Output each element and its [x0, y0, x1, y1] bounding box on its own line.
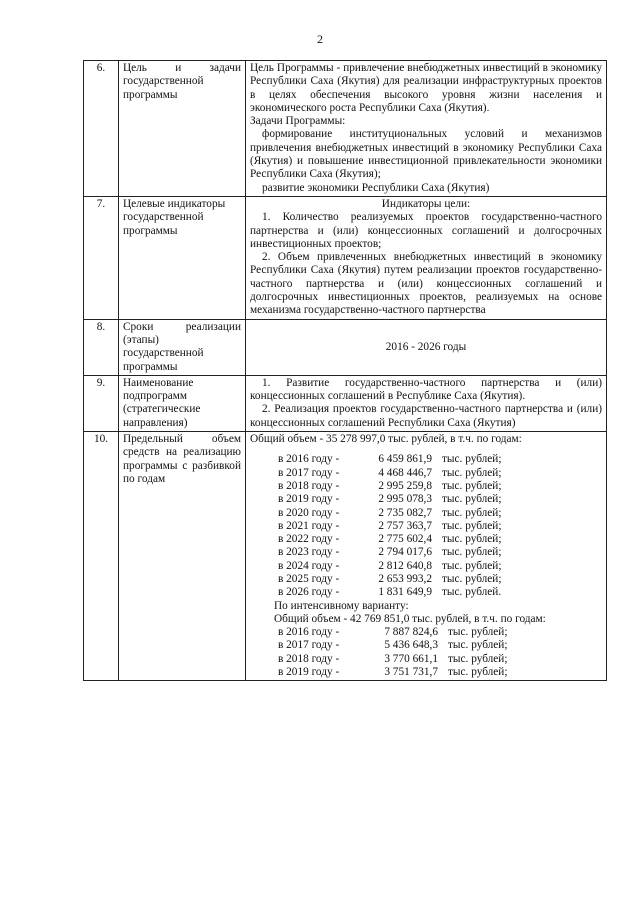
row-label: Наименование подпрограмм (стратегические направления): [119, 375, 246, 431]
year-amount-row: [278, 520, 602, 533]
year-unit: тыс. рублей;: [442, 572, 502, 585]
year-amount-row: [278, 586, 602, 599]
intensive-total-volume: Общий объем - 42 769 851,0 тыс. рублей, в т.ч. по годам:: [274, 612, 546, 625]
indicator-item: 2. Объем привлеченных внебюджетных инвестиций в экономику Республики Саха (Якутия) путем реализации проектов государственно-частного партнерства и (или) концессионных соглашений и долгосрочных инвестиционных проектов, реализуемых на основе механизма государственно-частного партнерства: [250, 251, 602, 317]
table-row: [84, 375, 607, 431]
row-value: [246, 196, 607, 319]
row-label: Предельный объем средств на реализацию программы с разбивкой по годам: [119, 432, 246, 681]
table-row: [84, 61, 607, 197]
year-value: 2 775 602,4: [378, 533, 432, 546]
year-amount-row: [278, 453, 602, 466]
year-unit: тыс. рублей;: [442, 493, 502, 506]
year-label: в 2023 году -: [278, 546, 340, 559]
year-amount-row: [278, 507, 602, 520]
year-unit: тыс. рублей;: [442, 466, 502, 479]
table-row: [84, 319, 607, 375]
year-value: 2 757 363,7: [378, 519, 432, 532]
program-goal: Цель Программы - привлечение внебюджетных инвестиций в экономику Республики Саха (Якутия) для реализации инфраструктурных проектов в целях обеспечения высокого уровня жизни населения и экономического роста Республики Саха (Якутия).: [250, 62, 602, 114]
subprogram-item: 2. Реализация проектов государственно-частного партнерства и (или) концессионных соглашений Республики Саха (Якутия): [250, 403, 602, 429]
row-label: Сроки реализации (этапы) государственной программы: [119, 319, 246, 375]
year-unit: тыс. рублей;: [442, 453, 502, 466]
year-label: в 2016 году -: [278, 453, 340, 466]
year-label: в 2021 году -: [278, 519, 340, 532]
year-amount-row: [278, 493, 602, 506]
row-label: Целевые индикаторы государственной программы: [119, 196, 246, 319]
year-amount-row: [278, 560, 602, 573]
year-unit: тыс. рублей;: [442, 519, 502, 532]
year-unit: тыс. рублей;: [448, 652, 508, 665]
year-amount-row: [278, 546, 602, 559]
year-unit: тыс. рублей;: [442, 533, 502, 546]
intensive-title: По интенсивному варианту:: [274, 599, 409, 612]
row-number: 8.: [84, 319, 119, 375]
year-value: 7 887 824,6: [384, 626, 438, 639]
tasks-title: Задачи Программы:: [250, 115, 346, 128]
year-value: 6 459 861,9: [378, 453, 432, 466]
year-unit: тыс. рублей;: [442, 559, 502, 572]
year-value: 2 812 640,8: [378, 559, 432, 572]
row-value: [246, 61, 607, 197]
year-amount-row: [278, 467, 602, 480]
year-label: в 2022 году -: [278, 533, 340, 546]
year-value: 4 468 446,7: [378, 466, 432, 479]
year-label: в 2026 году -: [278, 586, 340, 599]
row-number: 9.: [84, 375, 119, 431]
year-amount-row: [278, 533, 602, 546]
subprogram-item: 1. Развитие государственно-частного партнерства и (или) концессионных соглашений в Республике Саха (Якутия).: [250, 376, 602, 403]
task-item: развитие экономики Республики Саха (Якутия): [262, 181, 490, 194]
indicator-item: 1. Количество реализуемых проектов государственно-частного партнерства и (или) концессионных соглашений и долгосрочных инвестиционных проектов;: [250, 211, 602, 250]
year-label: в 2025 году -: [278, 572, 340, 585]
row-value: [246, 375, 607, 431]
row-number: 7.: [84, 196, 119, 319]
year-value: 2 995 259,8: [378, 479, 432, 492]
year-label: в 2019 году -: [278, 666, 340, 679]
year-amount-row: [278, 480, 602, 493]
year-value: 1 831 649,9: [378, 586, 432, 599]
year-unit: тыс. рублей;: [442, 479, 502, 492]
year-amount-row: [278, 626, 602, 639]
year-label: в 2017 году -: [278, 639, 340, 652]
year-value: 3 751 731,7: [384, 666, 438, 679]
row-label: Цель и задачи государственной программы: [119, 61, 246, 197]
year-value: 2 735 082,7: [378, 506, 432, 519]
year-label: в 2017 году -: [278, 466, 340, 479]
year-amount-row: [278, 666, 602, 679]
year-label: в 2018 году -: [278, 479, 340, 492]
year-amount-row: [278, 573, 602, 586]
year-label: в 2016 году -: [278, 626, 340, 639]
row-number: 6.: [84, 61, 119, 197]
year-unit: тыс. рублей;: [448, 626, 508, 639]
year-label: в 2019 году -: [278, 493, 340, 506]
table-row: [84, 432, 607, 681]
year-value: 2 653 993,2: [378, 572, 432, 585]
year-unit: тыс. рублей;: [448, 639, 508, 652]
total-volume: Общий объем - 35 278 997,0 тыс. рублей, в т.ч. по годам:: [250, 433, 522, 446]
year-value: 3 770 661,1: [384, 652, 438, 665]
year-label: в 2024 году -: [278, 559, 340, 572]
year-unit: тыс. рублей;: [442, 546, 502, 559]
program-passport-table: [83, 60, 607, 681]
year-value: 5 436 648,3: [384, 639, 438, 652]
year-unit: тыс. рублей;: [442, 506, 502, 519]
table-row: [84, 196, 607, 319]
year-value: 2 995 078,3: [378, 493, 432, 506]
year-amount-row: [278, 639, 602, 652]
year-unit: тыс. рублей.: [442, 586, 502, 599]
year-label: в 2018 году -: [278, 652, 340, 665]
year-value: 2 794 017,6: [378, 546, 432, 559]
year-label: в 2020 году -: [278, 506, 340, 519]
row-number: 10.: [84, 432, 119, 681]
indicators-title: Индикаторы цели:: [381, 197, 471, 210]
task-item: формирование институциональных условий и механизмов привлечения внебюджетных инвестиций в экономику Республики Саха (Якутия) и повышение инвестиционной привлекательности экономики Республики Саха (Якутия);: [250, 128, 602, 181]
year-unit: тыс. рублей;: [448, 666, 508, 679]
row-value: [246, 432, 607, 681]
implementation-period: 2016 - 2026 годы: [246, 319, 607, 375]
page-number: 2: [317, 32, 323, 46]
year-amount-row: [278, 653, 602, 666]
